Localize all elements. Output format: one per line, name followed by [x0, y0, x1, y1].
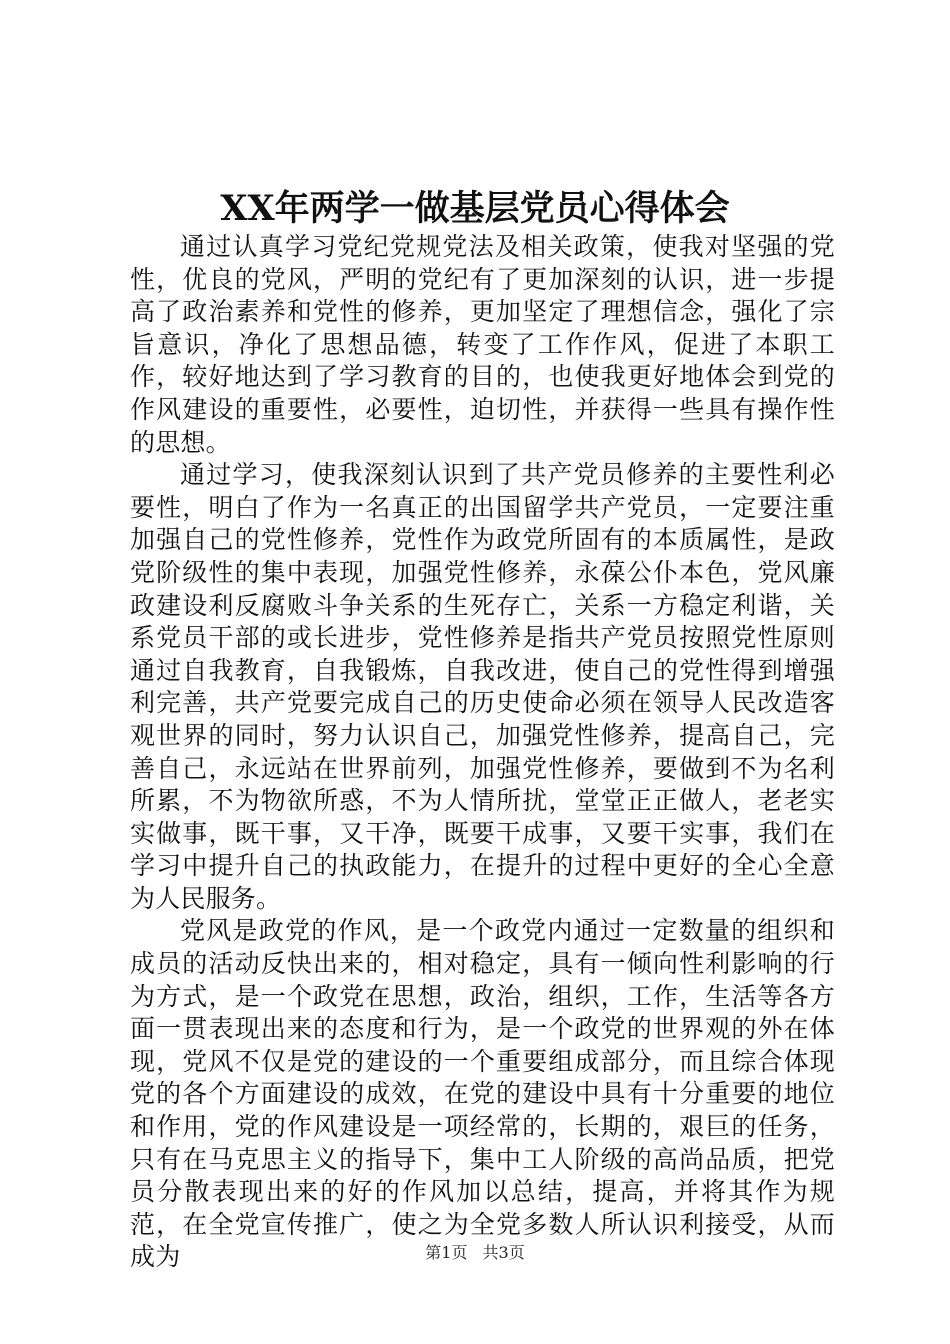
paragraph-2: 通过学习，使我深刻认识到了共产党员修养的主要性利必要性，明白了作为一名真正的出国留学共产党员，一定要注重加强自己的党性修养，党性作为政党所固有的本质属性，是政党阶级性的集中表现，加强党性修养，永葆公仆本色，党风廉政建设利反腐败斗争关系的生死存亡，关系一方稳定利谐，关系党员干部的或长进步，党性修养是指共产党员按照党性原则通过自我教育，自我锻炼，自我改进，使自己的党性得到增强利完善，共产党要完成自己的历史使命必须在领导人民改造客观世界的同时，努力认识自己，加强党性修养，提高自己，完善自己，永远站在世界前列，加强党性修养，要做到不为名利所累，不为物欲所惑，不为人情所扰，堂堂正正做人，老老实实做事，既干事，又干净，既要干成事，又要干实事，我们在学习中提升自己的执政能力，在提升的过程中更好的全心全意为人民服务。	[130, 460, 835, 913]
paragraph-3: 党风是政党的作风，是一个政党内通过一定数量的组织和成员的活动反快出来的，相对稳定，具有一倾向性利影响的行为方式，是一个政党在思想，政治，组织，工作，生活等各方面一贯表现出来的态度和行为，是一个政党的世界观的外在体现，党风不仅是党的建设的一个重要组成部分，而且综合体现党的各个方面建设的成效，在党的建设中具有十分重要的地位和作用，党的作风建设是一项经常的，长期的，艰巨的任务，只有在马克思主义的指导下，集中工人阶级的高尚品质，把党员分散表现出来的好的作风加以总结，提高，并将其作为规范，在全党宣传推广，使之为全党多数人所认识利接受，从而成为	[130, 916, 835, 1272]
document-title: XX年两学一做基层党员心得体会	[220, 188, 730, 229]
page-footer	[0, 1243, 950, 1263]
page-total: 共3页	[482, 1243, 525, 1262]
page-number: 第1页	[425, 1243, 468, 1262]
document-body	[130, 231, 835, 1274]
paragraph-1: 通过认真学习党纪党规党法及相关政策，使我对坚强的党性，优良的党风，严明的党纪有了更加深刻的认识，进一步提高了政治素养和党性的修养，更加坚定了理想信念，强化了宗旨意识，净化了思想品德，转变了工作作风，促进了本职工作，较好地达到了学习教育的目的，也使我更好地体会到党的作风建设的重要性，必要性，迫切性，并获得一些具有操作性的思想。	[130, 232, 835, 457]
